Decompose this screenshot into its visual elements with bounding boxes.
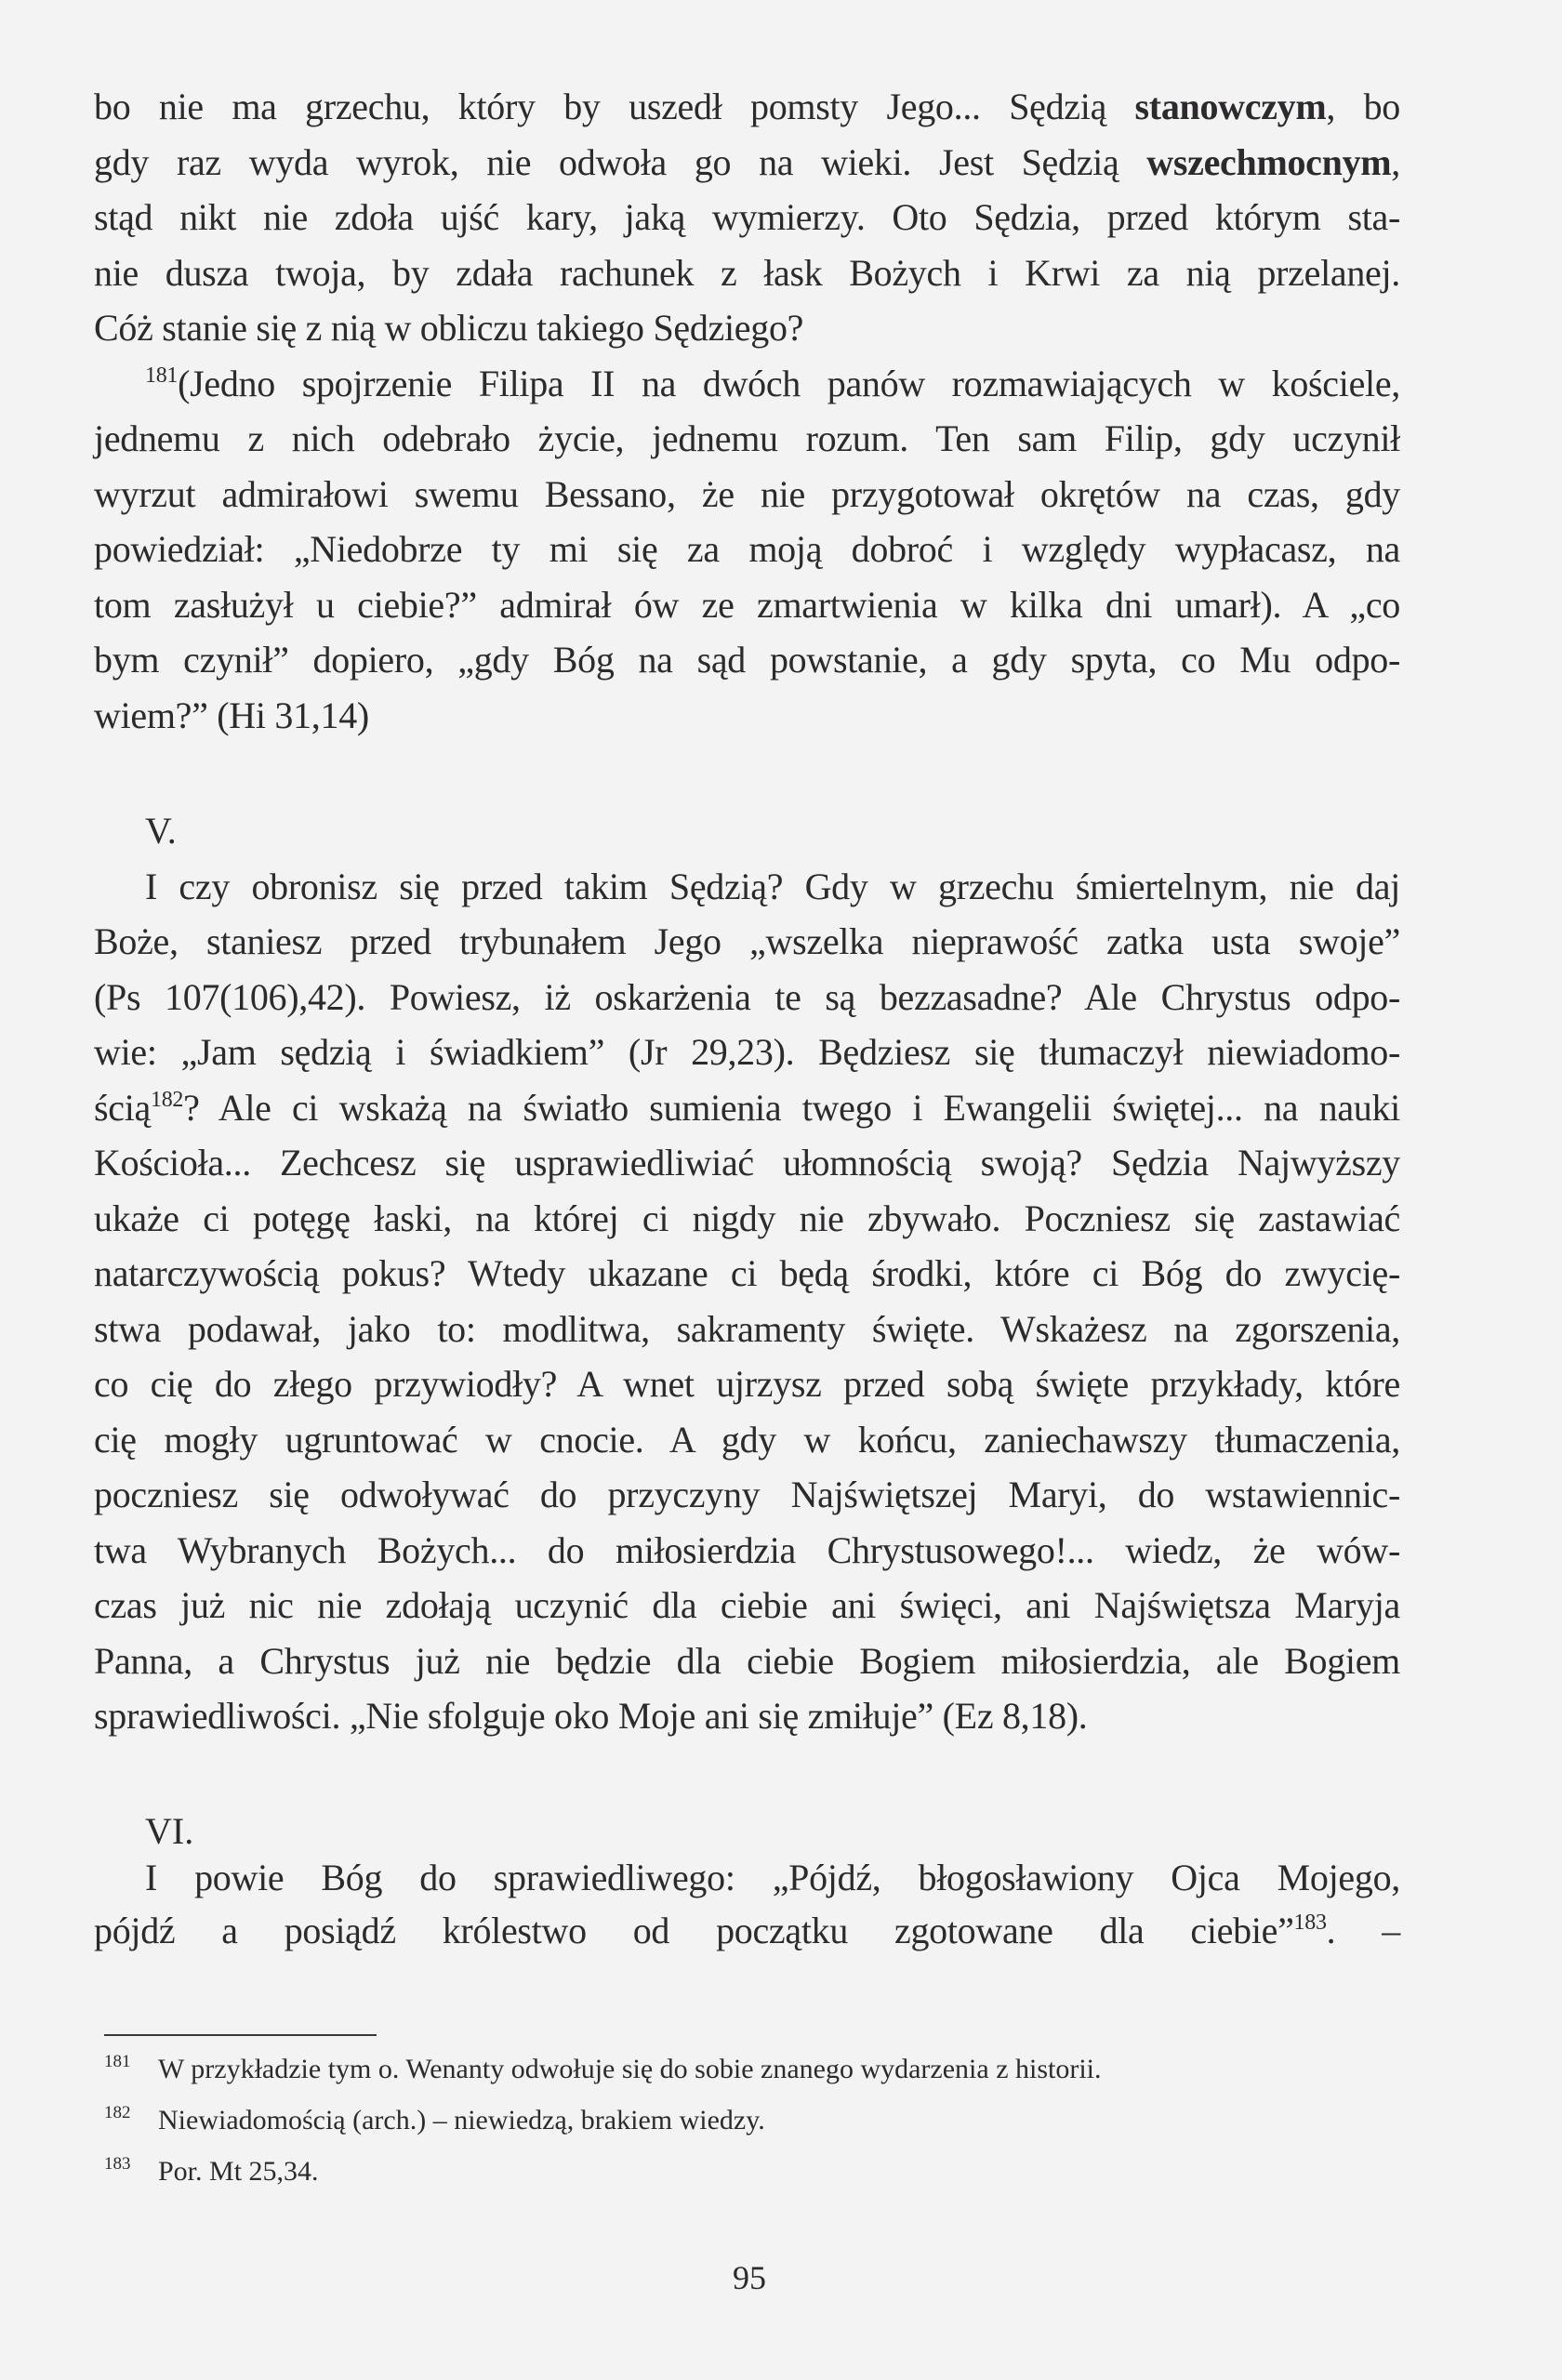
body-line: tom zasłużył u ciebie?” admirał ów ze zmartwienia w kilka dni umarł). A „co xyxy=(94,584,1400,626)
body-line: powiedział: „Niedobrze ty mi się za moją dobroć i względy wypłacasz, na xyxy=(94,528,1400,570)
bold-emphasis: stanowczym xyxy=(1134,86,1327,127)
body-line: ukaże ci potęgę łaski, na której ci nigdy nie zbywało. Poczniesz się zastawiać xyxy=(94,1197,1400,1239)
page-number: 95 xyxy=(733,2259,766,2296)
body-line: wyrzut admirałowi swemu Bessano, że nie przygotował okrętów na czas, gdy xyxy=(94,473,1400,515)
body-line: cię mogły ugruntować w cnocie. A gdy w końcu, zaniechawszy tłumaczenia, xyxy=(94,1419,1400,1461)
body-line xyxy=(94,1085,1400,1131)
footnote-number: 182 xyxy=(104,2103,131,2122)
text: (Jedno spojrzenie Filipa II na dwóch panów rozmawiających w kościele, xyxy=(178,363,1400,404)
body-line: Panna, a Chrystus już nie będzie dla ciebie Bogiem miłosierdzia, ale Bogiem xyxy=(94,1640,1400,1682)
section-heading: V. xyxy=(145,810,177,852)
footnote-number: 183 xyxy=(104,2154,131,2174)
footnote-ref: 182 xyxy=(151,1088,184,1112)
footnote xyxy=(104,2043,1102,2088)
text: , xyxy=(1391,141,1400,183)
bold-emphasis: wszechmocnym xyxy=(1146,141,1392,183)
body-line: wie: „Jam sędzią i świadkiem” (Jr 29,23). Będziesz się tłumaczył niewiadomo- xyxy=(94,1031,1400,1073)
body-line: jednemu z nich odebrało życie, jednemu rozum. Ten sam Filip, gdy uczynił xyxy=(94,417,1400,459)
body-line: bym czynił” dopiero, „gdy Bóg na sąd powstanie, a gdy spyta, co Mu odpo- xyxy=(94,639,1400,681)
body-line: Kościoła... Zechcesz się usprawiedliwiać ułomnością swoją? Sędzia Najwyższy xyxy=(94,1142,1400,1183)
footnote-separator xyxy=(104,2034,377,2036)
body-line xyxy=(94,84,1400,130)
body-line: stwa podawał, jako to: modlitwa, sakramenty święte. Wskażesz na zgorszenia, xyxy=(94,1308,1400,1350)
footnote-ref: 183 xyxy=(1293,1911,1327,1935)
body-line: twa Wybranych Bożych... do miłosierdzia Chrystusowego!... wiedz, że wów- xyxy=(94,1529,1400,1571)
text: bo nie ma grzechu, który by uszedł pomsty Jego... Sędzią xyxy=(94,86,1135,127)
footnote-text: Niewiadomością (arch.) – niewiedzą, brakiem wiedzy. xyxy=(158,2105,765,2135)
section-heading: VI. xyxy=(145,1810,194,1852)
body-line xyxy=(145,361,1400,407)
text: gdy raz wyda wyrok, nie odwoła go na wieki. Jest Sędzią xyxy=(94,141,1147,183)
body-line xyxy=(94,1908,1400,1954)
body-line: nie dusza twoja, by zdała rachunek z łask Bożych i Krwi za nią przelanej. xyxy=(94,252,1400,294)
footnote-text: W przykładzie tym o. Wenanty odwołuje się do sobie znanego wydarzenia z historii. xyxy=(158,2054,1102,2084)
footnote-number: 181 xyxy=(104,2052,131,2071)
footnote-text: Por. Mt 25,34. xyxy=(158,2156,319,2187)
body-line: (Ps 107(106),42). Powiesz, iż oskarżenia te są bezzasadne? Ale Chrystus odpo- xyxy=(94,976,1400,1018)
body-line: I powie Bóg do sprawiedliwego: „Pójdź, błogosławiony Ojca Mojego, xyxy=(145,1857,1400,1898)
body-line: natarczywością pokus? Wtedy ukazane ci będą środki, które ci Bóg do zwycię- xyxy=(94,1252,1400,1294)
body-line: stąd nikt nie zdoła ujść kary, jaką wymierzy. Oto Sędzia, przed którym sta- xyxy=(94,196,1400,238)
text: pójdź a posiądź królestwo od początku zgotowane dla ciebie” xyxy=(94,1910,1294,1951)
footnote xyxy=(104,2146,319,2190)
body-line: poczniesz się odwoływać do przyczyny Najświętszej Maryi, do wstawiennic- xyxy=(94,1474,1400,1515)
body-line: Cóż stanie się z nią w obliczu takiego Sędziego? xyxy=(94,307,804,349)
body-line: wiem?” (Hi 31,14) xyxy=(94,694,369,736)
text: . – xyxy=(1326,1910,1400,1951)
text: ścią xyxy=(94,1087,151,1129)
body-line: sprawiedliwości. „Nie sfolguje oko Moje ani się zmiłuje” (Ez 8,18). xyxy=(94,1695,1088,1737)
body-line: czas już nic nie zdołają uczynić dla ciebie ani święci, ani Najświętsza Maryja xyxy=(94,1584,1400,1626)
footnote-ref: 181 xyxy=(145,364,179,388)
body-line: co cię do złego przywiodły? A wnet ujrzysz przed sobą święte przykłady, które xyxy=(94,1363,1400,1405)
text: ? Ale ci wskażą na światło sumienia twego i Ewangelii świętej... na nauki xyxy=(183,1087,1400,1129)
text: , bo xyxy=(1326,86,1400,127)
body-line: Boże, staniesz przed trybunałem Jego „wszelka nieprawość zatka usta swoje” xyxy=(94,920,1400,962)
body-line xyxy=(94,139,1400,186)
footnote xyxy=(104,2095,765,2139)
body-line: I czy obronisz się przed takim Sędzią? Gdy w grzechu śmiertelnym, nie daj xyxy=(145,866,1400,907)
